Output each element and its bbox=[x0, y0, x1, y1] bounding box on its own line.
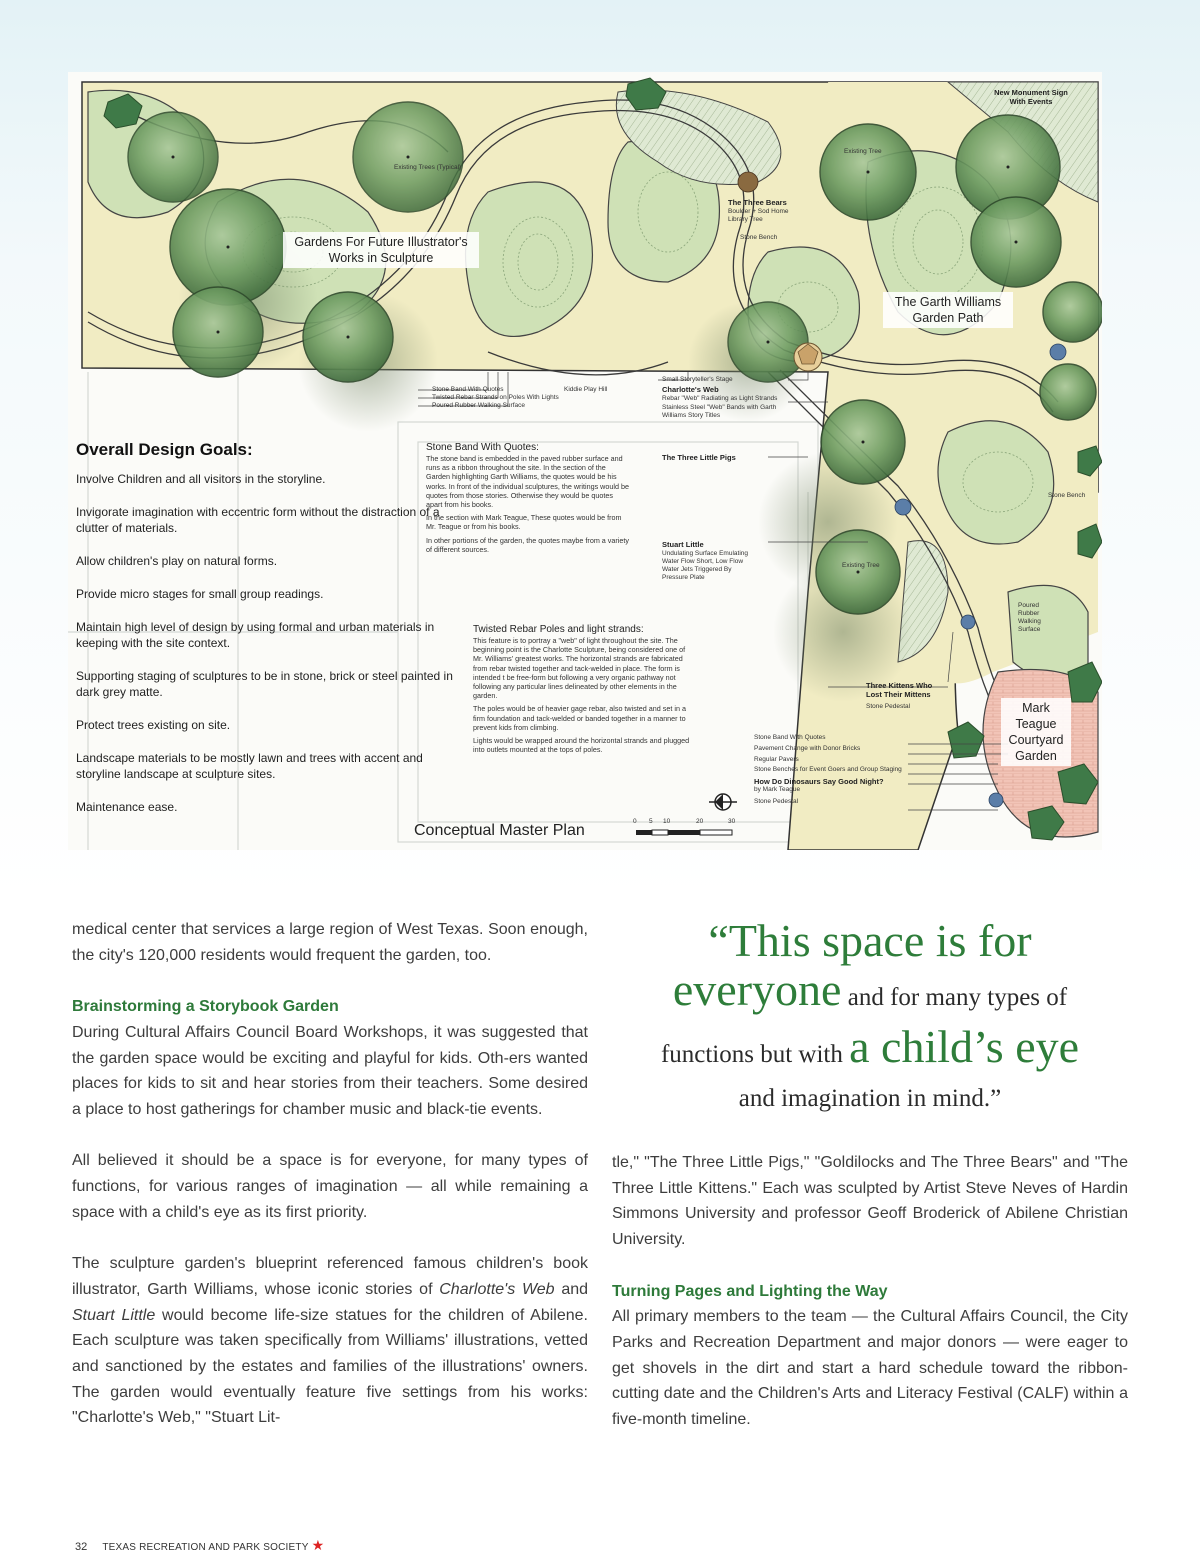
label-poured-rubber: Poured Rubber Walking Surface bbox=[1018, 602, 1041, 633]
article-left-column bbox=[72, 917, 588, 1431]
legend-left-2: Poured Rubber Walking Surface bbox=[432, 402, 525, 409]
label-monument: New Monument Sign With Events bbox=[994, 88, 1068, 106]
rebar-body bbox=[473, 636, 695, 754]
rebar-p3: Lights would be wrapped around the horizontal strands and plugged into outlets mounted at the tops of poles. bbox=[473, 736, 690, 755]
stone-band-p1: The stone band is embedded in the paved rubber surface and runs as a ribbon throughout the site. In the section of the Garden highlighting Garth Williams, the quotes would be his works. In front of the individual sculptures, the writings would be quotes from those stories. Otherwise they would be quotes apart from his books. bbox=[426, 454, 629, 510]
plan-title: Conceptual Master Plan bbox=[414, 822, 585, 839]
rebar-title: Twisted Rebar Poles and light strands: bbox=[473, 624, 644, 635]
goal-item: Landscape materials to be mostly lawn and trees with accent and storyline landscape at sculpture sites. bbox=[76, 751, 423, 781]
legend-left-1: Twisted Rebar Strands on Poles With Lights bbox=[432, 394, 559, 401]
goal-item: Allow children's play on natural forms. bbox=[76, 554, 278, 568]
rebar-p1: This feature is to portray a "web" of light throughout the site. The beginning point is the Charlotte Sculpture, being considered one of Mr. Williams' greatest works. The horizontal strands are fabricated from rebar twisted together and tack-welded in place. The form is intended t be free-form but following a very organic pathway not following any particular lines delineated by other elements in the garden. bbox=[473, 636, 686, 701]
left-paragraph-3: All believed it should be a space is for everyone, for many types of functions, for various ranges of imagination — all while remaining a space with a child's eye as its first priority. bbox=[72, 1152, 588, 1221]
label-existing-trees: Existing Trees (Typical) bbox=[394, 164, 462, 171]
goal-item: Provide micro stages for small group readings. bbox=[76, 587, 324, 601]
heading-turning-pages: Turning Pages and Lighting the Way bbox=[612, 1282, 888, 1300]
label-stone-bench: Stone Bench bbox=[740, 234, 778, 241]
label-three-kittens-sub: Stone Pedestal bbox=[866, 703, 911, 710]
courtyard-legend-1: Pavement Change with Donor Bricks bbox=[754, 745, 861, 752]
label-stuart-little-sub: Undulating Surface Emulating Water Flow Short, Low Flow Water Jets Triggered By Pressure Plate bbox=[662, 550, 748, 581]
left-paragraph-1: medical center that services a large region of West Texas. Soon enough, the city's 120,000 residents would frequent the garden, too. bbox=[72, 921, 588, 964]
goal-item: Involve Children and all visitors in the storyline. bbox=[76, 472, 326, 486]
quote-line-2 bbox=[612, 964, 1128, 1024]
label-existing-tree-2: Existing Tree bbox=[842, 562, 880, 569]
left-paragraph-2: During Cultural Affairs Council Board Workshops, it was suggested that the garden space would be exciting and playful for kids. Oth-ers wanted places for kids to sit and hear stories from their teachers. Some desired a place to host gatherings for chamber music and black-tie events. bbox=[72, 1023, 588, 1118]
legend-left-0: Stone Band With Quotes bbox=[432, 386, 504, 393]
label-stone-bench-2: Stone Bench bbox=[1048, 492, 1086, 499]
rebar-description bbox=[473, 624, 695, 754]
label-charlotte-sub-0: Rebar "Web" Radiating as Light Strands bbox=[662, 395, 778, 402]
label-dinosaurs: How Do Dinosaurs Say Good Night? bbox=[754, 777, 884, 786]
label-three-kittens: Three Kittens Who Lost Their Mittens bbox=[866, 681, 933, 699]
quote-childs-eye: a child’s eye bbox=[849, 1021, 1080, 1072]
master-plan-figure bbox=[68, 72, 1102, 850]
label-storyteller-stage: Small Storyteller's Stage bbox=[662, 376, 733, 383]
heading-brainstorming: Brainstorming a Storybook Garden bbox=[72, 998, 339, 1016]
publication-name: TEXAS RECREATION AND PARK SOCIETY bbox=[102, 1542, 309, 1553]
label-stuart-little: Stuart Little bbox=[662, 540, 704, 549]
p4-text-a: The sculpture garden's blueprint referenced famous children's book illustrator, Garth Williams, whose iconic stories of bbox=[72, 1255, 588, 1298]
quote-functions: functions but with bbox=[660, 1041, 850, 1068]
courtyard-legend-2: Regular Pavers bbox=[754, 756, 799, 763]
title-stuart-little: Stuart Little bbox=[72, 1306, 156, 1324]
left-paragraph-4 bbox=[72, 1251, 588, 1431]
courtyard-legend-0: Stone Band With Quotes bbox=[754, 734, 826, 741]
quote-line-1: “This space is for bbox=[708, 915, 1032, 966]
stone-band-p2: In the section with Mark Teague, These quotes would be from Mr. Teague or from his books. bbox=[426, 513, 622, 532]
scale-5: 5 bbox=[649, 818, 653, 825]
scale-10: 10 bbox=[663, 818, 671, 825]
right-paragraph-2: All primary members to the team — the Cultural Affairs Council, the City Parks and Recreation Department and major donors — were eager to get shovels in the dirt and start a hard schedule toward the ribbon-cutting date and the Children's Arts and Literacy Festival (CALF) within a five-month timeline. bbox=[612, 1308, 1128, 1429]
article-right-column bbox=[612, 1150, 1128, 1433]
goal-item: Maintenance ease. bbox=[76, 800, 178, 814]
label-kiddie-play: Kiddie Play Hill bbox=[564, 386, 608, 393]
right-paragraph-1: tle," "The Three Little Pigs," "Goldilocks and The Three Bears" and "The Three Little Kittens." Each was sculpted by Artist Steve Neves of Hardin Simmons University and professor Geoff Broderick of Abilene Christian University. bbox=[612, 1154, 1128, 1249]
scale-30: 30 bbox=[728, 818, 736, 825]
pull-quote bbox=[612, 915, 1128, 1117]
page-number: 32 bbox=[75, 1541, 88, 1553]
goal-item: Protect trees existing on site. bbox=[76, 718, 231, 732]
quote-line-4: and imagination in mind.” bbox=[738, 1085, 1002, 1112]
label-garth-path: The Garth Williams Garden Path bbox=[883, 292, 1013, 328]
goal-item: Maintain high level of design by using formal and urban materials in keeping with the site context. bbox=[76, 620, 435, 650]
star-icon: ★ bbox=[311, 1537, 325, 1553]
stone-band-title: Stone Band With Quotes: bbox=[426, 442, 539, 453]
rebar-p2: The poles would be of heavier gage rebar, also twisted and set in a firm foundation and tack-welded or banded together in a manner to prevent kids from climbing. bbox=[473, 704, 686, 732]
label-courtyard: Mark Teague Courtyard Garden bbox=[1001, 698, 1071, 766]
label-stone-pedestal: Stone Pedestal bbox=[754, 798, 799, 805]
label-three-bears: The Three Bears bbox=[728, 198, 787, 207]
quote-everyone: everyone bbox=[672, 964, 842, 1015]
courtyard-legend-3: Stone Benches for Event Goers and Group Staging bbox=[754, 766, 902, 773]
scale-bar bbox=[636, 830, 732, 835]
north-arrow bbox=[709, 794, 737, 810]
stone-band-body bbox=[426, 454, 631, 554]
p4-text-c: and bbox=[554, 1280, 589, 1298]
p4-text-e: would become life-size statues for the children of Abilene. Each sculpture was taken specifically from Williams' illustrations, vetted and sanctioned by the estates and families of the illustrations' owners. The garden would eventually feature five settings from his works: "Charlotte's Web," "Stuart Lit- bbox=[72, 1306, 588, 1427]
goal-item: Supporting staging of sculptures to be in stone, brick or steel painted in dark grey matte. bbox=[76, 669, 453, 699]
label-dinosaurs-sub: by Mark Teague bbox=[754, 786, 801, 793]
scale-20: 20 bbox=[696, 818, 704, 825]
title-charlottes-web: Charlotte's Web bbox=[439, 1280, 555, 1298]
stone-band-p3: In other portions of the garden, the quotes maybe from a variety of different sources. bbox=[426, 535, 629, 554]
label-existing-tree-1: Existing Tree bbox=[844, 148, 882, 155]
scale-0: 0 bbox=[633, 818, 637, 825]
label-charlotte-sub-1: Stainless Steel "Web" Bands with Garth Williams Story Titles bbox=[662, 404, 777, 419]
label-three-bears-sub: Boulder + Sod Home Library Tree bbox=[728, 208, 789, 223]
goal-item: Invigorate imagination with eccentric form without the distraction of a clutter of materials. bbox=[76, 505, 440, 535]
stone-band-description bbox=[426, 442, 631, 554]
label-gardens-future: Gardens For Future Illustrator's Works in Sculpture bbox=[283, 232, 479, 268]
design-goals-title: Overall Design Goals: bbox=[76, 440, 253, 459]
page-footer bbox=[75, 1537, 324, 1554]
label-three-little-pigs: The Three Little Pigs bbox=[662, 453, 736, 462]
quote-line-3 bbox=[612, 1021, 1128, 1081]
quote-many-types: and for many types of bbox=[841, 984, 1068, 1011]
label-charlotte-web: Charlotte's Web bbox=[662, 385, 719, 394]
design-goals-list bbox=[76, 471, 461, 832]
